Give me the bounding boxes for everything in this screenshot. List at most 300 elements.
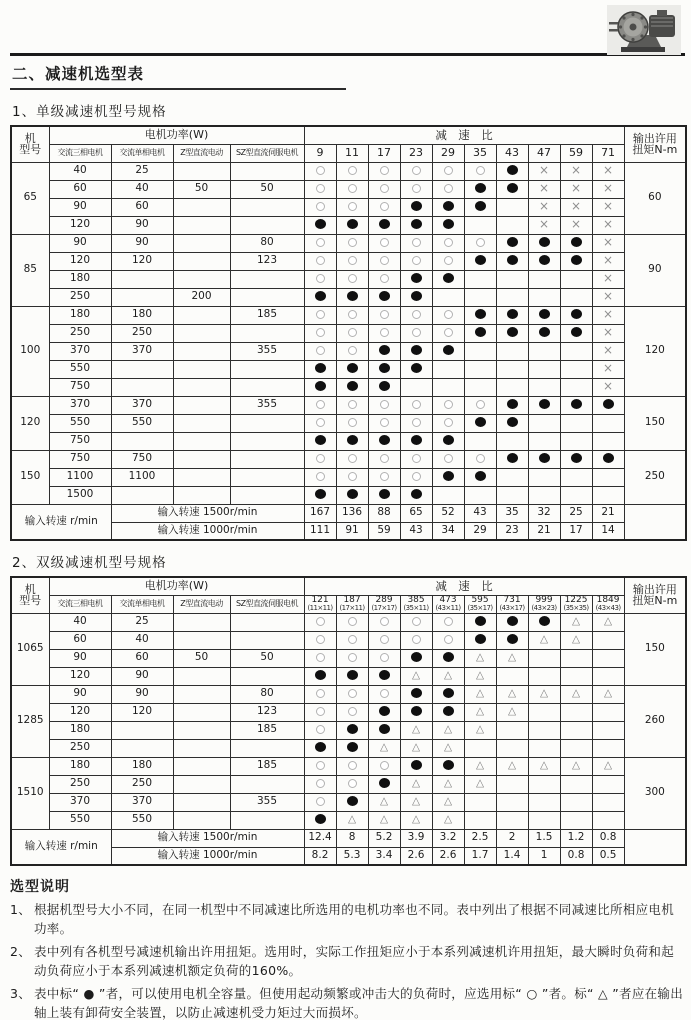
ratio-mark-cell <box>496 378 528 396</box>
ratio-mark-cell <box>400 414 432 432</box>
ratio-mark-cell <box>464 198 496 216</box>
mark-filled-circle <box>507 399 518 409</box>
power-value-cell <box>173 432 230 450</box>
ratio-mark-cell <box>432 757 464 775</box>
ratio-mark-cell <box>432 216 464 234</box>
mark-cross: × <box>539 163 550 178</box>
gearmotor-photo-image <box>607 5 681 55</box>
ratio-mark-cell <box>368 667 400 685</box>
ratio-mark-cell <box>304 486 336 504</box>
power-value-cell <box>173 234 230 252</box>
mark-open-circle <box>348 400 357 409</box>
ratio-mark-cell <box>336 757 368 775</box>
reduction-ratio-header: 减 速 比 <box>304 577 624 595</box>
mark-open-circle <box>348 472 357 481</box>
ratio-mark-cell <box>528 180 560 198</box>
ratio-mark-cell <box>432 703 464 721</box>
power-value-cell <box>173 739 230 757</box>
note-text: 表中列有各机型号减速机输出许用扭矩。选用时，实际工作扭矩应小于本系列减速机许用扭矩，最大瞬时负荷和起动负荷应小于本系列减速机额定负荷的160%。 <box>34 943 675 979</box>
mark-triangle: △ <box>475 687 485 700</box>
mark-filled-circle <box>443 652 454 662</box>
ratio-value-header-line: (43×43) <box>595 604 621 612</box>
ratio-mark-cell <box>400 757 432 775</box>
mark-triangle: △ <box>507 759 517 772</box>
output-speed-cell: 167 <box>304 504 336 522</box>
note-number: 1、 <box>10 902 32 917</box>
ratio-mark-cell <box>400 685 432 703</box>
ratio-mark-cell <box>464 288 496 306</box>
mark-filled-circle <box>539 309 550 319</box>
mark-open-circle <box>380 418 389 427</box>
output-torque-header <box>624 577 686 613</box>
power-value-cell: 60 <box>111 649 173 667</box>
ratio-value-header: 43 <box>496 144 528 162</box>
power-value-cell <box>173 450 230 468</box>
mark-triangle: △ <box>571 759 581 772</box>
mark-open-circle <box>444 635 453 644</box>
mark-open-circle <box>444 184 453 193</box>
mark-filled-circle <box>507 255 518 265</box>
power-value-cell: 185 <box>230 306 304 324</box>
power-value-cell <box>173 414 230 432</box>
ratio-mark-cell <box>464 667 496 685</box>
ratio-mark-cell <box>560 396 592 414</box>
ratio-mark-cell <box>592 721 624 739</box>
ratio-value-header <box>336 595 368 613</box>
mark-open-circle <box>348 418 357 427</box>
ratio-mark-cell <box>560 775 592 793</box>
motor-power-header: 电机功率(W) <box>49 126 304 144</box>
ratio-mark-cell <box>464 468 496 486</box>
ratio-mark-cell <box>496 360 528 378</box>
ratio-mark-cell <box>336 180 368 198</box>
ratio-value-header-line: (17×17) <box>371 604 397 612</box>
output-speed-cell: 1.4 <box>496 847 528 865</box>
output-speed-cell: 43 <box>464 504 496 522</box>
ratio-mark-cell <box>368 468 400 486</box>
mark-open-circle <box>444 328 453 337</box>
mark-cross: × <box>571 199 582 214</box>
section1-title: 1、单级减速机型号规格 <box>12 104 167 120</box>
power-value-cell: 180 <box>111 757 173 775</box>
ratio-mark-cell <box>304 432 336 450</box>
output-torque-header-line: 扭矩N-m <box>632 594 678 608</box>
ratio-mark-cell <box>560 234 592 252</box>
ratio-mark-cell <box>304 739 336 757</box>
power-value-cell <box>230 613 304 631</box>
power-value-cell <box>173 306 230 324</box>
ratio-mark-cell <box>400 649 432 667</box>
ratio-mark-cell <box>400 198 432 216</box>
mark-filled-circle <box>315 742 326 752</box>
ratio-mark-cell <box>560 162 592 180</box>
ratio-mark-cell <box>336 739 368 757</box>
mark-open-circle <box>316 797 325 806</box>
ratio-mark-cell <box>528 234 560 252</box>
mark-triangle: △ <box>443 723 453 736</box>
ratio-mark-cell <box>336 649 368 667</box>
ratio-mark-cell <box>464 811 496 829</box>
ratio-value-header-line: (43×23) <box>531 604 557 612</box>
mark-triangle: △ <box>379 741 389 754</box>
mark-triangle: △ <box>475 759 485 772</box>
motor-type-header: 交流单相电机 <box>111 595 173 613</box>
ratio-mark-cell <box>496 234 528 252</box>
ratio-mark-cell <box>592 450 624 468</box>
ratio-mark-cell <box>464 234 496 252</box>
ratio-mark-cell <box>336 324 368 342</box>
ratio-mark-cell <box>400 306 432 324</box>
ratio-mark-cell <box>560 739 592 757</box>
mark-cross: × <box>603 361 614 376</box>
mark-cross: × <box>603 271 614 286</box>
ratio-mark-cell <box>496 667 528 685</box>
ratio-mark-cell <box>464 252 496 270</box>
mark-open-circle <box>348 617 357 626</box>
mark-cross: × <box>603 253 614 268</box>
mark-open-circle <box>412 472 421 481</box>
ratio-mark-cell <box>304 811 336 829</box>
power-value-cell <box>173 216 230 234</box>
mark-triangle: △ <box>475 705 485 718</box>
mark-filled-circle <box>507 309 518 319</box>
ratio-mark-cell <box>432 793 464 811</box>
ratio-mark-cell <box>432 667 464 685</box>
input-speed-label-cell: 输入转速 r/min <box>11 504 111 540</box>
ratio-mark-cell <box>400 324 432 342</box>
power-value-cell: 180 <box>49 270 111 288</box>
mark-open-circle <box>316 779 325 788</box>
note-item <box>10 984 685 1020</box>
mark-open-circle <box>348 689 357 698</box>
mark-filled-circle <box>539 237 550 247</box>
ratio-mark-cell <box>560 414 592 432</box>
section2-title: 2、双级减速机型号规格 <box>12 555 167 571</box>
ratio-mark-cell <box>528 649 560 667</box>
ratio-mark-cell <box>528 486 560 504</box>
mark-cross: × <box>539 217 550 232</box>
ratio-mark-cell <box>432 324 464 342</box>
power-value-cell <box>230 486 304 504</box>
ratio-mark-cell <box>304 757 336 775</box>
torque-cell: 250 <box>624 450 686 504</box>
ratio-mark-cell <box>496 775 528 793</box>
output-speed-cell: 0.8 <box>560 847 592 865</box>
output-speed-cell: 1 <box>528 847 560 865</box>
mark-filled-circle <box>379 778 390 788</box>
mark-open-circle <box>412 418 421 427</box>
mark-open-circle <box>316 635 325 644</box>
ratio-value-header <box>304 595 336 613</box>
motor-type-header: 交流单相电机 <box>111 144 173 162</box>
ratio-mark-cell <box>304 288 336 306</box>
motor-power-header: 电机功率(W) <box>49 577 304 595</box>
output-speed-cell: 1.7 <box>464 847 496 865</box>
ratio-mark-cell <box>464 270 496 288</box>
power-value-cell <box>173 342 230 360</box>
ratio-mark-cell <box>336 360 368 378</box>
ratio-mark-cell <box>304 414 336 432</box>
note-text: 表中标“ ● ”者，可以使用电机全容量。但使用起动频繁或冲击大的负荷时，应选用标“ ○ ”者。标“ △ ”者应在输出轴上装有卸荷安全装置，以防止减速机受力矩过大而损坏。 <box>34 985 684 1020</box>
model-column-header-line: 型号 <box>19 143 42 157</box>
ratio-value-header: 35 <box>464 144 496 162</box>
ratio-mark-cell <box>432 198 464 216</box>
ratio-mark-cell <box>368 739 400 757</box>
ratio-value-header-line: (35×17) <box>467 604 493 612</box>
ratio-mark-cell <box>336 234 368 252</box>
mark-triangle: △ <box>604 615 613 628</box>
ratio-mark-cell <box>400 811 432 829</box>
mark-open-circle <box>348 274 357 283</box>
ratio-mark-cell <box>592 306 624 324</box>
ratio-mark-cell <box>336 631 368 649</box>
mark-filled-circle <box>443 706 454 716</box>
ratio-mark-cell <box>464 757 496 775</box>
note-number: 3、 <box>10 985 32 1001</box>
mark-open-circle <box>348 454 357 463</box>
output-speed-cell: 59 <box>368 522 400 540</box>
power-value-cell: 1100 <box>111 468 173 486</box>
torque-cell: 60 <box>624 162 686 234</box>
power-value-cell: 550 <box>111 414 173 432</box>
output-speed-cell: 2.6 <box>432 847 464 865</box>
mark-open-circle <box>316 617 325 626</box>
ratio-value-header: 9 <box>304 144 336 162</box>
ratio-mark-cell <box>432 162 464 180</box>
torque-cell: 90 <box>624 234 686 306</box>
ratio-mark-cell <box>464 324 496 342</box>
power-value-cell: 120 <box>111 252 173 270</box>
power-value-cell <box>173 721 230 739</box>
ratio-mark-cell <box>336 270 368 288</box>
ratio-mark-cell <box>368 703 400 721</box>
ratio-mark-cell <box>464 703 496 721</box>
ratio-mark-cell <box>400 396 432 414</box>
ratio-mark-cell <box>368 252 400 270</box>
mark-filled-circle <box>411 688 422 698</box>
ratio-mark-cell <box>400 739 432 757</box>
mark-filled-circle <box>507 165 518 175</box>
ratio-mark-cell <box>592 739 624 757</box>
power-value-cell: 90 <box>111 685 173 703</box>
ratio-mark-cell <box>304 216 336 234</box>
output-speed-cell: 23 <box>496 522 528 540</box>
ratio-mark-cell <box>368 180 400 198</box>
output-speed-cell: 21 <box>528 522 560 540</box>
ratio-mark-cell <box>560 613 592 631</box>
mark-triangle: △ <box>475 651 485 664</box>
mark-open-circle <box>444 418 453 427</box>
power-value-cell <box>173 757 230 775</box>
mark-filled-circle <box>571 399 582 409</box>
mark-filled-circle <box>443 760 454 770</box>
speed-row-label-cell: 输入转速 1500r/min <box>111 504 304 522</box>
mark-filled-circle <box>347 489 358 499</box>
mark-triangle: △ <box>507 705 517 718</box>
power-value-cell: 120 <box>49 667 111 685</box>
mark-filled-circle <box>315 814 326 824</box>
mark-open-circle <box>444 256 453 265</box>
output-torque-header-line: 输出许用 <box>632 582 677 596</box>
page-title: 二、减速机选型表 <box>12 65 145 83</box>
title-block <box>10 56 346 90</box>
ratio-value-header-line: 187 <box>343 595 361 605</box>
power-value-cell <box>173 270 230 288</box>
torque-cell: 150 <box>624 396 686 450</box>
ratio-mark-cell <box>528 396 560 414</box>
mark-open-circle <box>412 256 421 265</box>
ratio-mark-cell <box>464 721 496 739</box>
mark-filled-circle <box>571 255 582 265</box>
output-speed-cell: 0.8 <box>592 829 624 847</box>
ratio-mark-cell <box>528 450 560 468</box>
output-speed-cell: 35 <box>496 504 528 522</box>
mark-open-circle <box>380 617 389 626</box>
ratio-mark-cell <box>304 270 336 288</box>
ratio-mark-cell <box>400 270 432 288</box>
ratio-mark-cell <box>592 288 624 306</box>
ratio-mark-cell <box>432 432 464 450</box>
ratio-mark-cell <box>304 342 336 360</box>
power-value-cell: 1100 <box>49 468 111 486</box>
mark-filled-circle <box>475 183 486 193</box>
ratio-mark-cell <box>496 216 528 234</box>
mark-triangle: △ <box>411 669 421 682</box>
double-stage-table <box>10 576 687 866</box>
ratio-mark-cell <box>400 378 432 396</box>
mark-open-circle <box>316 725 325 734</box>
output-torque-header-line: 输出许用 <box>632 131 677 145</box>
mark-filled-circle <box>507 183 518 193</box>
mark-filled-circle <box>475 616 486 626</box>
speed-row-label-cell: 输入转速 1000r/min <box>111 847 304 865</box>
power-value-cell <box>111 378 173 396</box>
power-value-cell <box>230 775 304 793</box>
ratio-mark-cell <box>528 468 560 486</box>
ratio-mark-cell <box>528 432 560 450</box>
top-margin <box>10 0 685 53</box>
output-speed-cell: 32 <box>528 504 560 522</box>
output-torque-header-line: 扭矩N-m <box>632 143 678 157</box>
ratio-mark-cell <box>432 360 464 378</box>
ratio-mark-cell <box>528 811 560 829</box>
output-speed-cell: 1.2 <box>560 829 592 847</box>
ratio-mark-cell <box>304 775 336 793</box>
mark-open-circle <box>348 779 357 788</box>
ratio-mark-cell <box>368 216 400 234</box>
output-speed-cell: 2.6 <box>400 847 432 865</box>
ratio-mark-cell <box>560 757 592 775</box>
mark-triangle: △ <box>475 723 485 736</box>
ratio-mark-cell <box>592 360 624 378</box>
ratio-value-header <box>368 595 400 613</box>
motor-type-header: Z型直流电动 <box>173 144 230 162</box>
mark-open-circle <box>316 310 325 319</box>
mark-filled-circle <box>379 435 390 445</box>
power-value-cell: 40 <box>111 631 173 649</box>
mark-filled-circle <box>411 219 422 229</box>
ratio-mark-cell <box>560 811 592 829</box>
ratio-mark-cell <box>528 631 560 649</box>
ratio-mark-cell <box>528 252 560 270</box>
power-value-cell <box>230 468 304 486</box>
ratio-mark-cell <box>496 811 528 829</box>
mark-open-circle <box>316 328 325 337</box>
torque-cell: 120 <box>624 306 686 396</box>
power-value-cell <box>230 216 304 234</box>
power-value-cell <box>173 360 230 378</box>
ratio-mark-cell <box>304 162 336 180</box>
mark-filled-circle <box>347 724 358 734</box>
mark-open-circle <box>316 472 325 481</box>
mark-open-circle <box>412 328 421 337</box>
ratio-mark-cell <box>528 703 560 721</box>
mark-filled-circle <box>315 291 326 301</box>
ratio-mark-cell <box>400 793 432 811</box>
mark-filled-circle <box>443 273 454 283</box>
ratio-value-header: 29 <box>432 144 464 162</box>
ratio-mark-cell <box>368 360 400 378</box>
mark-triangle: △ <box>411 723 421 736</box>
ratio-mark-cell <box>304 450 336 468</box>
model-column-header <box>11 577 49 613</box>
ratio-mark-cell <box>528 739 560 757</box>
ratio-mark-cell <box>560 252 592 270</box>
mark-filled-circle <box>539 255 550 265</box>
ratio-mark-cell <box>400 360 432 378</box>
mark-filled-circle <box>379 345 390 355</box>
mark-open-circle <box>348 707 357 716</box>
power-value-cell: 370 <box>111 342 173 360</box>
ratio-mark-cell <box>528 793 560 811</box>
model-cell: 1065 <box>11 613 49 685</box>
mark-cross: × <box>603 343 614 358</box>
ratio-mark-cell <box>528 378 560 396</box>
ratio-mark-cell <box>304 613 336 631</box>
ratio-mark-cell <box>432 739 464 757</box>
model-column-header-line: 型号 <box>19 594 42 608</box>
notes-list <box>10 900 685 1020</box>
mark-triangle: △ <box>443 669 453 682</box>
power-value-cell <box>173 324 230 342</box>
motor-type-header: 交流三相电机 <box>49 595 111 613</box>
power-value-cell <box>111 270 173 288</box>
mark-filled-circle <box>315 219 326 229</box>
ratio-mark-cell <box>368 793 400 811</box>
mark-filled-circle <box>315 489 326 499</box>
output-speed-cell: 14 <box>592 522 624 540</box>
ratio-mark-cell <box>592 324 624 342</box>
ratio-mark-cell <box>496 162 528 180</box>
model-cell: 1285 <box>11 685 49 757</box>
mark-filled-circle <box>475 634 486 644</box>
power-value-cell: 60 <box>111 198 173 216</box>
ratio-mark-cell <box>432 649 464 667</box>
ratio-mark-cell <box>368 270 400 288</box>
power-value-cell: 50 <box>173 649 230 667</box>
power-value-cell: 50 <box>230 649 304 667</box>
ratio-mark-cell <box>496 649 528 667</box>
mark-cross: × <box>571 163 582 178</box>
power-value-cell: 550 <box>49 414 111 432</box>
mark-filled-circle <box>411 201 422 211</box>
ratio-mark-cell <box>368 288 400 306</box>
mark-filled-circle <box>603 453 614 463</box>
ratio-mark-cell <box>432 396 464 414</box>
ratio-value-header-line: 1225 <box>564 595 588 605</box>
ratio-mark-cell <box>496 306 528 324</box>
ratio-mark-cell <box>400 613 432 631</box>
